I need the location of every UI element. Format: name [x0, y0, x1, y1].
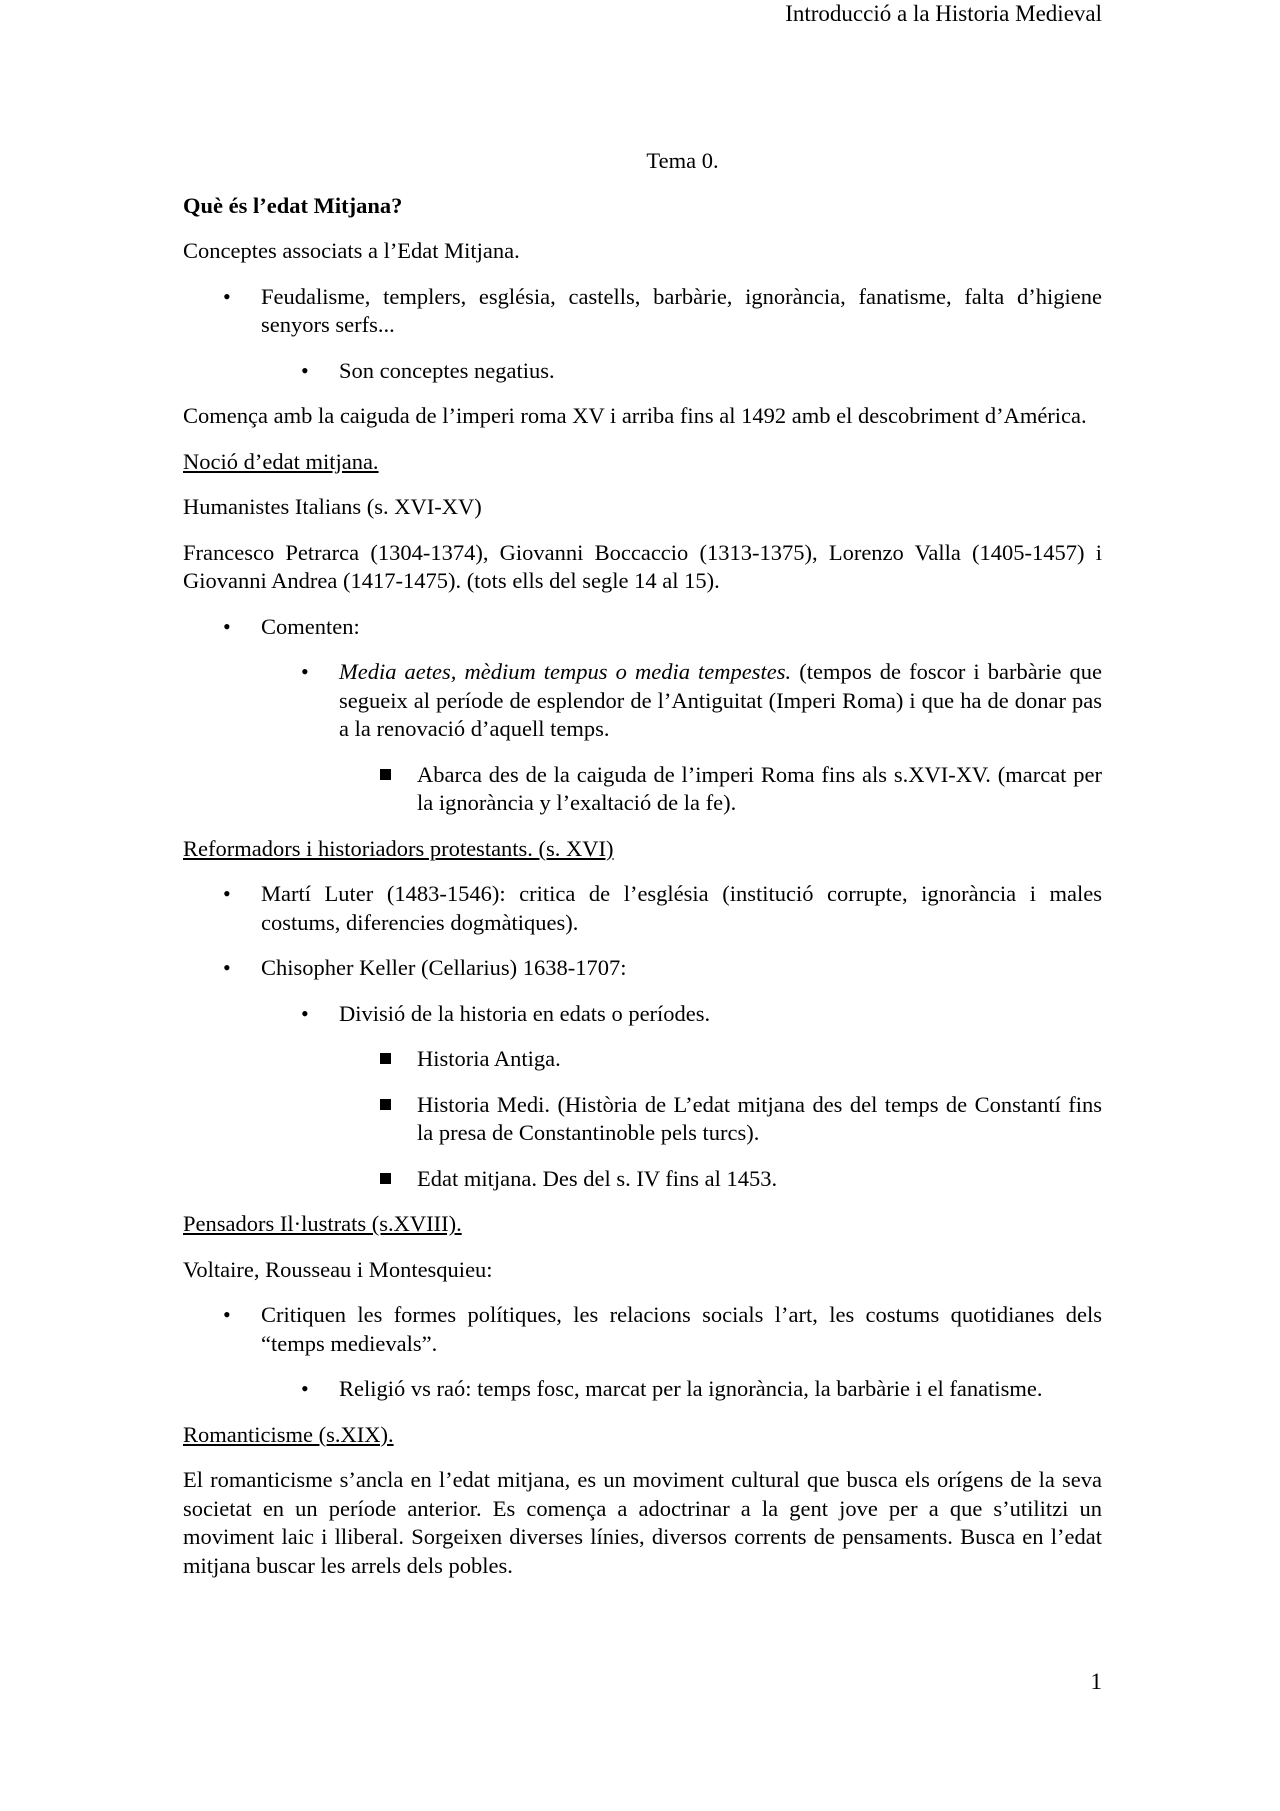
section-heading-text: Romanticisme (s.XIX).: [183, 1421, 394, 1447]
list-item: [183, 658, 1102, 744]
paragraph-start: Comença amb la caiguda de l’imperi roma XV i arriba fins al 1492 amb el descobriment d’América.: [183, 403, 1087, 428]
list-item-text: Religió vs raó: temps fosc, marcat per la ignorància, la barbàrie i el fanatisme.: [339, 1376, 1043, 1401]
page-title: Tema 0.: [646, 148, 719, 173]
bullet-icon: •: [223, 613, 231, 639]
list-item-text: Abarca des de la caiguda de l’imperi Roma fins als s.XVI-XV. (marcat per la ignorància y l’exaltació de la fe).: [417, 761, 1102, 815]
list-item: [183, 880, 1102, 937]
list-item: [183, 283, 1102, 340]
list-item-text: Chisopher Keller (Cellarius) 1638-1707:: [261, 955, 627, 980]
list-item-text: Feudalisme, templers, església, castells, barbàrie, ignorància, fanatisme, falta d’higiene senyors serfs...: [261, 283, 1102, 337]
list-item: [183, 1375, 1102, 1404]
list-item-text: Martí Luter (1483-1546): critica de l’església (institució corrupte, ignorància i males costums, diferencies dogmàtiques).: [261, 881, 1102, 935]
list-item: [183, 954, 1102, 983]
section-heading: [183, 1421, 1102, 1450]
list-item-text: Historia Medi. (Història de L’edat mitjana des del temps de Constantí fins la presa de Constantinoble pels turcs).: [417, 1091, 1102, 1145]
list-item: [183, 1000, 1102, 1029]
list-item-text: (tempos de foscor i barbàrie que segueix al període de esplendor de l’Antiguitat (Imperi Roma) i que ha de donar pas a la renovació d’aquell temps.: [339, 659, 1103, 741]
square-bullet-icon: [380, 1173, 391, 1184]
section-heading-text: Noció d’edat mitjana.: [183, 448, 379, 474]
square-bullet-icon: [380, 1053, 391, 1064]
list-item: [183, 1301, 1102, 1358]
paragraph-thinkers: Voltaire, Rousseau i Montesquieu:: [183, 1256, 493, 1282]
list-item: [183, 1045, 1102, 1074]
paragraph-authors: Francesco Petrarca (1304-1374), Giovanni Boccaccio (1313-1375), Lorenzo Valla (1405-1457) i Giovanni Andrea (1417-1475). (tots ells del segle 14 al 15).: [183, 539, 1102, 593]
bullet-icon: •: [223, 1302, 231, 1327]
bullet-icon: •: [223, 283, 231, 309]
list-item: [183, 1091, 1102, 1148]
bullet-icon: •: [223, 955, 231, 980]
square-bullet-icon: [380, 1099, 391, 1110]
paragraph-concepts: Conceptes associats a l’Edat Mitjana.: [183, 238, 520, 263]
list-item: [183, 357, 1102, 386]
bullet-icon: •: [223, 881, 231, 906]
section-heading-text: Pensadors Il·lustrats (s.XVIII).: [183, 1211, 462, 1236]
document-body: [183, 147, 1102, 1597]
list-item-text: Critiquen les formes polítiques, les relacions socials l’art, les costums quotidianes dels “temps medievals”.: [261, 1302, 1102, 1356]
bullet-icon: •: [301, 357, 309, 383]
list-item-text: Edat mitjana. Des del s. IV fins al 1453.: [417, 1165, 778, 1191]
main-heading: Què és l’edat Mitjana?: [183, 192, 403, 218]
square-bullet-icon: [380, 769, 391, 780]
section-heading: [183, 448, 1102, 477]
list-item-text: Historia Antiga.: [417, 1046, 561, 1071]
list-item: [183, 613, 1102, 642]
list-item-text: Comenten:: [261, 613, 360, 639]
list-item-italic-text: Media aetes, mèdium tempus o media tempestes.: [339, 659, 792, 684]
bullet-icon: •: [301, 1376, 309, 1401]
bullet-icon: •: [301, 659, 309, 684]
paragraph-romanticism: El romanticisme s’ancla en l’edat mitjana, es un moviment cultural que busca els orígens de la seva societat en un període anterior. Es comença a adoctrinar a la gent jove per a que s’utilitzi un moviment laic i lliberal. Sorgeixen diverses línies, diversos corrents de pensaments. Busca en l’edat mitjana buscar les arrels dels pobles.: [183, 1467, 1102, 1578]
section-heading-text: Reformadors i historiadors protestants. (s. XVI): [183, 835, 614, 861]
bullet-icon: •: [301, 1000, 309, 1026]
list-item: [183, 1165, 1102, 1194]
page-number: 1: [1090, 1669, 1102, 1694]
paragraph-humanists: Humanistes Italians (s. XVI-XV): [183, 494, 482, 519]
list-item: [183, 761, 1102, 818]
running-header: Introducció a la Historia Medieval: [785, 1, 1102, 26]
list-item-text: Divisió de la historia en edats o períodes.: [339, 1000, 711, 1026]
section-heading: [183, 835, 1102, 864]
section-heading: [183, 1210, 1102, 1239]
list-item-text: Son conceptes negatius.: [339, 357, 555, 383]
